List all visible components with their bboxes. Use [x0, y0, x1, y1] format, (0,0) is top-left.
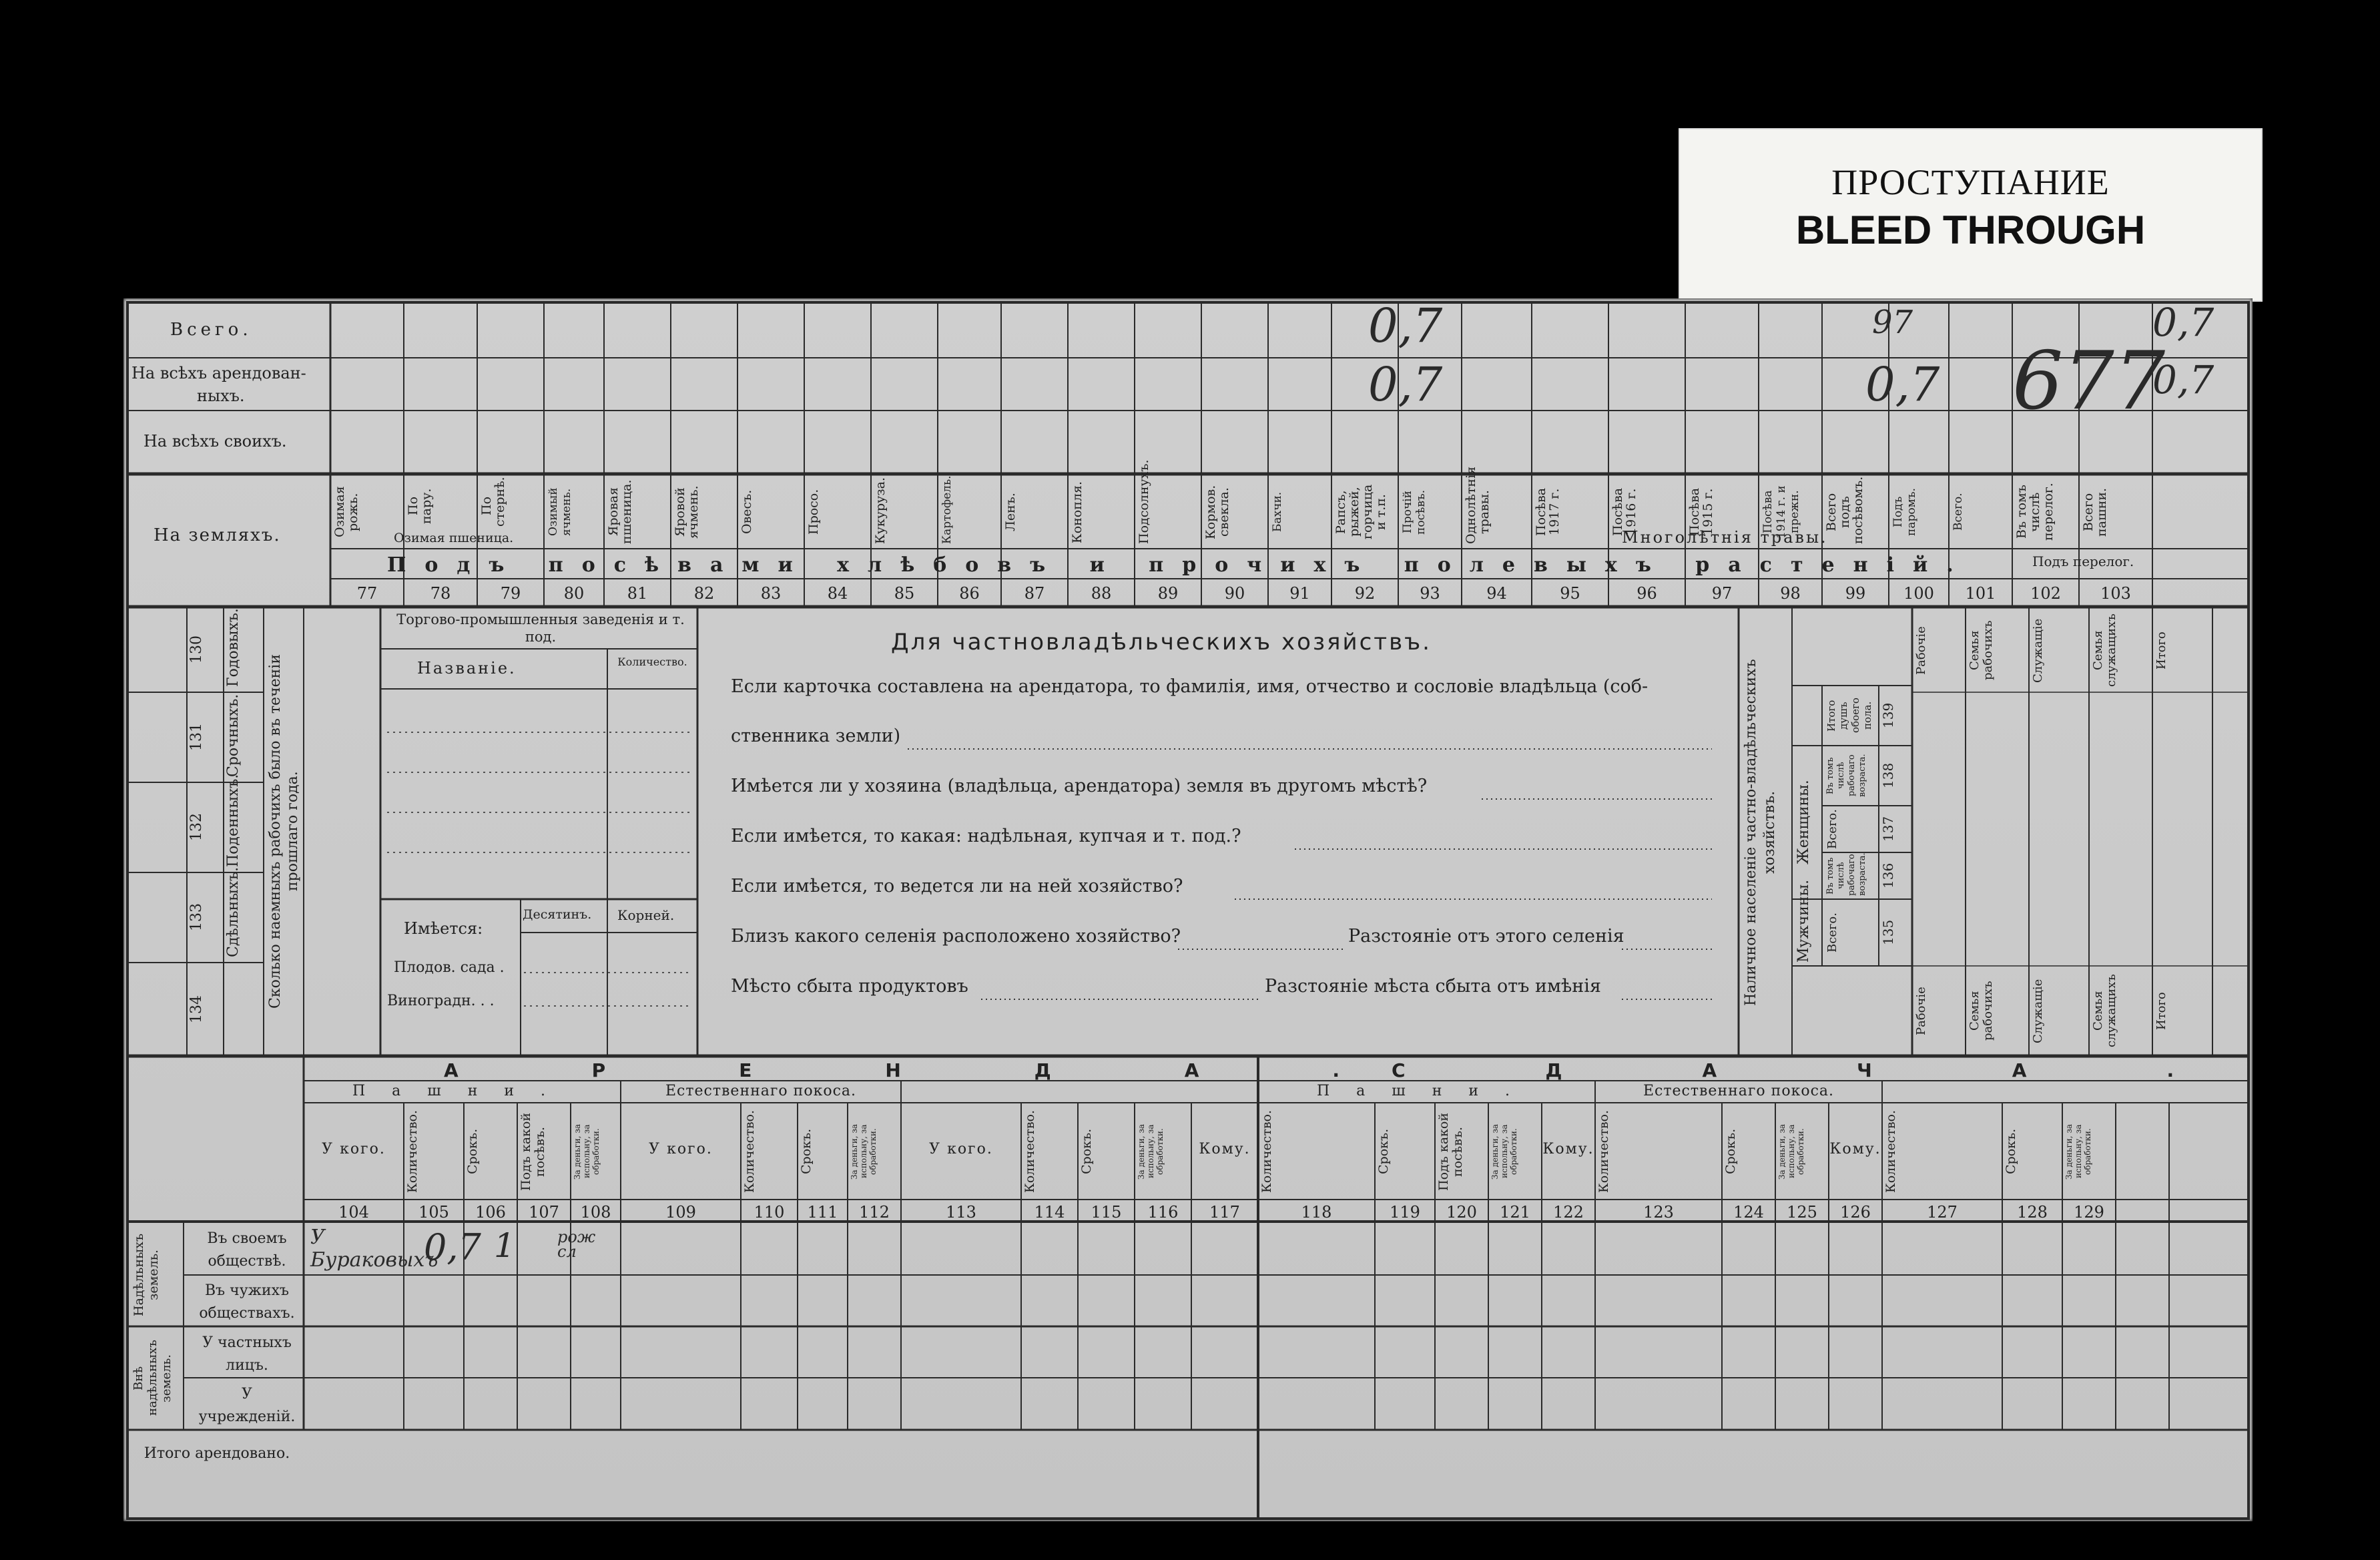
census-sheet [123, 298, 2315, 1521]
pop-right-2-0: Служащіе [2031, 618, 2045, 683]
crop-header-3: По стернѣ. [479, 477, 507, 527]
arenda-num: 124 [1733, 1203, 1764, 1222]
crop-header-5: Яровая пшеница. [606, 479, 634, 544]
crop-num: 86 [959, 584, 980, 603]
arenda-col-19: Количество. [1596, 1110, 1611, 1194]
arenda-num: 113 [946, 1203, 976, 1222]
worker-num-130: 130 [188, 635, 205, 664]
crop-header-24: Подъ паромъ. [1891, 487, 1918, 537]
hand-pod: рож сл [557, 1228, 596, 1261]
crop-num: 103 [2100, 584, 2131, 603]
private-q5: Близъ какого селенія расположено хозяйство? [731, 926, 1181, 947]
bleed-through-label [1679, 128, 2263, 302]
crop-header-11: Ленъ. [1003, 493, 1018, 531]
worker-num-133: 133 [188, 903, 205, 932]
hand-ukogo: У Бураковыхъ [310, 1226, 438, 1272]
hand-pashni-total: 677 [2012, 335, 2166, 428]
arenda-num: 122 [1553, 1203, 1584, 1222]
arenda-col-11: Срокъ. [1079, 1128, 1094, 1175]
arenda-col-0: У кого. [322, 1141, 386, 1157]
workers-side-label: Сколько наемныхъ рабочихъ было въ теченіи прошлаго года. [267, 654, 301, 1009]
crop-header-18: Однолѣтнія травы. [1464, 466, 1492, 544]
crop-num: 94 [1486, 584, 1507, 603]
arenda-num: 121 [1500, 1203, 1530, 1222]
crop-header-20: Посѣва 1916 г. [1610, 487, 1639, 537]
trade-vin: Виноградн. . . [387, 993, 495, 1009]
worker-num-131: 131 [188, 723, 205, 752]
arenda-col-3: Подъ какой посѣвъ. [519, 1112, 547, 1191]
crop-header-15: Бахчи. [1271, 491, 1284, 533]
arenda-row-1: Въ чужихъ обществахъ. [199, 1282, 295, 1322]
hand-qty: 0,7 [424, 1226, 481, 1268]
pop-num-135: 135 [1880, 919, 1896, 946]
worker-col-0: Годовыхъ. [225, 608, 242, 687]
crop-header-27: Всего пашни. [2081, 487, 2109, 537]
crop-header-10: Картофель. [940, 475, 954, 544]
arenda-num: 110 [754, 1203, 785, 1222]
crop-header-2: По пару. [406, 488, 434, 524]
hand-arend-92: 0,7 [1368, 357, 1443, 412]
private-q5b: Разстояніе отъ этого селенія [1348, 926, 1624, 947]
arenda-row-3: У учрежденій. [198, 1386, 296, 1425]
crop-num: 90 [1224, 584, 1245, 603]
arenda-row-0: Въ своемъ обществѣ. [207, 1230, 287, 1270]
label-en: BLEED THROUGH [1795, 208, 2146, 252]
arenda-col-25: За деньги, за испольну, за обработки. [2064, 1123, 2092, 1180]
worker-col-1: Срочныхъ. [225, 694, 242, 777]
arenda-col-7: Срокъ. [799, 1128, 814, 1175]
arenda-col-4: За деньги, за испольну, за обработки. [573, 1123, 601, 1180]
arenda-num: 129 [2074, 1203, 2104, 1222]
ozim-wheat-label: Озимая пшеница. [394, 531, 514, 545]
trade-name-head: Названіе. [417, 659, 517, 678]
crop-header-26: Въ томъ числѣ перелог. [2014, 483, 2056, 541]
private-q4: Если имѣется, то ведется ли на ней хозяйство? [731, 876, 1183, 896]
crop-num: 101 [1965, 584, 1996, 603]
private-q1a: Если карточка составлена на арендатора, то фамилія, имя, отчество и сословіе владѣльца (соб- [731, 676, 1649, 697]
pop-right-1-0: Семья рабочихъ [1968, 620, 1995, 681]
pop-right-3-1: Семья служащихъ [2091, 974, 2118, 1048]
crop-num: 80 [563, 584, 585, 603]
arenda-group-1: Естественнаго покоса. [665, 1083, 856, 1099]
crop-header-25: Всего. [1952, 493, 1965, 531]
crop-num: 102 [2030, 584, 2061, 603]
trade-qty-head: Количество. [617, 656, 687, 668]
crop-num: 97 [1711, 584, 1733, 603]
pop-num-139: 139 [1880, 702, 1896, 729]
arenda-num: 105 [418, 1203, 449, 1222]
hand-vsego-92: 0,7 [1368, 298, 1443, 353]
arenda-col-18: Кому. [1542, 1141, 1594, 1157]
crop-header-23: Всего подъ посѣвомъ. [1824, 476, 1865, 544]
mnogo-label: Многолѣтнія травы. [1622, 528, 1828, 547]
worker-num-134: 134 [188, 995, 205, 1023]
crop-num: 95 [1560, 584, 1580, 603]
row-arend-b: ныхъ. [197, 386, 245, 405]
crop-header-12: Конопля. [1070, 481, 1085, 543]
arenda-col-22: Кому. [1829, 1141, 1881, 1157]
pop-num-136: 136 [1880, 862, 1896, 889]
crop-num: 78 [430, 584, 451, 603]
crop-header-16: Рапсъ, рыжей, горчица и т.п. [1333, 484, 1388, 540]
pop-right-0-0: Рабочіе [1914, 626, 1928, 675]
arenda-nad: Надѣльныхъ земель. [131, 1233, 161, 1316]
arenda-num: 127 [1927, 1203, 1958, 1222]
arenda-num: 114 [1034, 1203, 1065, 1222]
arenda-col-1: Количество. [405, 1110, 420, 1194]
hand-arend-99: 0,7 [1865, 357, 1940, 412]
population-title: Наличное населеніе частно-владѣльческихъ хозяйствъ. [1743, 659, 1778, 1006]
arenda-num: 112 [859, 1203, 890, 1222]
arenda-col-13: Кому. [1199, 1141, 1251, 1157]
arenda-num: 111 [807, 1203, 838, 1222]
arenda-col-9: У кого. [929, 1141, 993, 1157]
crop-header-13: Подсолнухъ. [1137, 459, 1151, 544]
arenda-col-21: За деньги, за испольну, за обработки. [1777, 1123, 1805, 1180]
arenda-vne: Внѣ надѣльныхъ земель. [131, 1340, 174, 1416]
crop-num: 77 [356, 584, 378, 603]
arenda-num: 120 [1446, 1203, 1477, 1222]
private-dotted-lines [123, 298, 2253, 1521]
crop-num: 88 [1091, 584, 1112, 603]
arenda-col-5: У кого. [649, 1141, 713, 1157]
row-zemlyah: На земляхъ. [154, 525, 281, 545]
crop-header-19: Посѣва 1917 г. [1534, 487, 1562, 537]
arenda-num: 115 [1091, 1203, 1122, 1222]
arenda-col-10: Количество. [1022, 1110, 1037, 1194]
crop-header-14: Кормов. свекла. [1203, 485, 1231, 539]
arenda-col-26 [2118, 1107, 2167, 1196]
crop-header-8: Просо. [806, 489, 821, 535]
arenda-col-8: За деньги, за испольну, за обработки. [850, 1123, 878, 1180]
arenda-num: 119 [1390, 1203, 1420, 1222]
row-vsego: Всего. [170, 320, 252, 340]
trade-title: Торгово-промышленныя заведенія и т. под. [396, 611, 685, 645]
trade-has: Имѣется: [404, 919, 483, 938]
private-q2: Имѣется ли у хозяина (владѣльца, арендатора) земля въ другомъ мѣстѣ? [731, 776, 1428, 796]
crop-num: 98 [1780, 584, 1801, 603]
hand-vsego-103: 0,7 [2152, 300, 2214, 345]
private-q1b: ственника земли) [731, 726, 901, 746]
crop-header-9: Кукуруза. [873, 477, 888, 544]
pop-women: Женщины. [1795, 780, 1812, 865]
trade-korn: Корней. [617, 907, 675, 923]
arenda-num: 107 [529, 1203, 559, 1222]
arenda-col-12: За деньги, за испольну, за обработки. [1137, 1123, 1165, 1180]
crop-header-22: Посѣва 1914 г. и прежн. [1761, 485, 1801, 539]
arenda-col-23: Количество. [1883, 1110, 1898, 1194]
crop-num: 93 [1420, 584, 1440, 603]
arenda-num: 116 [1147, 1203, 1179, 1222]
arenda-group-2: Пашни. [1316, 1083, 1537, 1099]
arenda-col-20: Срокъ. [1723, 1128, 1738, 1175]
arenda-num: 104 [338, 1203, 369, 1222]
arenda-num: 106 [475, 1203, 506, 1222]
arenda-num: 108 [580, 1203, 611, 1222]
pop-right-4-0: Итого [2154, 631, 2168, 670]
arenda-col-6: Количество. [742, 1110, 757, 1194]
crop-num: 79 [500, 584, 521, 603]
crop-header-7: Овесъ. [739, 489, 754, 535]
pop-right-1-1: Семья рабочихъ [1968, 981, 1995, 1041]
arenda-num: 118 [1301, 1203, 1332, 1222]
arenda-num: 126 [1840, 1203, 1871, 1222]
arenda-row-4: Итого арендовано. [143, 1445, 290, 1462]
crop-num: 89 [1157, 584, 1179, 603]
pop-itogo: Итого душъ обоего пола. [1825, 698, 1873, 734]
worker-col-2: Поденныхъ. [225, 774, 242, 867]
arenda-title: АРЕНДА. [444, 1059, 1473, 1081]
crop-num: 91 [1289, 584, 1310, 603]
arenda-num: 117 [1209, 1203, 1240, 1222]
crop-num: 84 [827, 584, 848, 603]
arenda-row-2: У частныхъ лицъ. [202, 1334, 292, 1374]
crop-header-4: Озимый ячмень. [547, 487, 573, 537]
pop-men: Мужчины. [1795, 879, 1812, 963]
crop-header-21: Посѣва 1915 г. [1687, 487, 1715, 537]
row-svoih: На всѣхъ своихъ. [143, 432, 287, 451]
arenda-group-3: Естественнаго покоса. [1643, 1083, 1834, 1099]
crop-header-17: Прочій посѣвъ. [1401, 489, 1428, 535]
crop-num: 100 [1903, 584, 1934, 603]
crop-num: 83 [760, 584, 782, 603]
arenda-col-27 [2171, 1107, 2247, 1196]
pop-right-0-1: Рабочіе [1914, 987, 1928, 1035]
pop-men-vsego: Всего. [1825, 913, 1839, 953]
private-q6b: Разстояніе мѣста сбыта отъ имѣнія [1265, 976, 1601, 997]
trade-sad: Плодов. сада . [394, 959, 505, 976]
arenda-col-16: Подъ какой посѣвъ. [1436, 1112, 1465, 1191]
private-q3: Если имѣется, то какая: надѣльная, купчая и т. под.? [731, 826, 1241, 846]
arenda-num: 109 [665, 1203, 696, 1222]
crops-band-label: Подъ посѣвами хлѣбовъ и прочихъ полевыхъ растеній. [387, 553, 1972, 577]
pop-women-rab: Въ томъ числѣ рабочаго возраста. [1825, 754, 1867, 798]
pop-men-rab: Въ томъ числѣ рабочаго возраста. [1825, 852, 1867, 896]
crop-num: 81 [627, 584, 648, 603]
pop-women-vsego: Всего. [1825, 809, 1839, 849]
crop-header-1: Озимая рожь. [332, 486, 360, 538]
private-q6: Мѣсто сбыта продуктовъ [731, 976, 968, 997]
crop-num: 92 [1354, 584, 1376, 603]
hand-srok: 1 [494, 1226, 515, 1265]
crop-num: 85 [894, 584, 915, 603]
arenda-num: 123 [1643, 1203, 1674, 1222]
crop-num: 99 [1845, 584, 1866, 603]
perelog-label: Подъ перелог. [2032, 553, 2134, 569]
arenda-col-2: Срокъ. [465, 1128, 480, 1175]
crop-header-6: Яровой ячмень. [673, 485, 701, 539]
crop-num: 87 [1024, 584, 1045, 603]
label-ru: ПРОСТУПАНИЕ [1831, 162, 2110, 202]
hand-arend-103: 0,7 [2152, 357, 2214, 403]
arenda-group-0: Пашни. [352, 1083, 573, 1099]
crop-num: 82 [693, 584, 715, 603]
worker-num-132: 132 [188, 813, 205, 842]
private-title: Для частновладѣльческихъ хозяйствъ. [891, 629, 1432, 656]
pop-num-138: 138 [1880, 762, 1896, 789]
row-arend-a: На всѣхъ арендован- [131, 364, 306, 382]
worker-col-3: Сдѣльныхъ. [225, 866, 242, 957]
pop-num-137: 137 [1880, 816, 1896, 842]
crop-num: 96 [1637, 584, 1657, 603]
arenda-num: 128 [2017, 1203, 2048, 1222]
sdacha-title: СДАЧА. [1392, 1059, 2315, 1081]
arenda-col-15: Срокъ. [1376, 1128, 1391, 1175]
arenda-col-14: Количество. [1259, 1110, 1274, 1194]
arenda-num: 125 [1787, 1203, 1817, 1222]
pop-right-3-0: Семья служащихъ [2091, 613, 2118, 688]
pop-right-2-1: Служащіе [2031, 979, 2045, 1043]
hand-vsego-99: 97 [1872, 304, 1913, 341]
arenda-col-24: Срокъ. [2004, 1128, 2018, 1175]
pop-right-4-1: Итого [2154, 992, 2168, 1030]
arenda-col-17: За деньги, за испольну, за обработки. [1490, 1123, 1518, 1180]
trade-des: Десятинъ. [523, 907, 592, 922]
